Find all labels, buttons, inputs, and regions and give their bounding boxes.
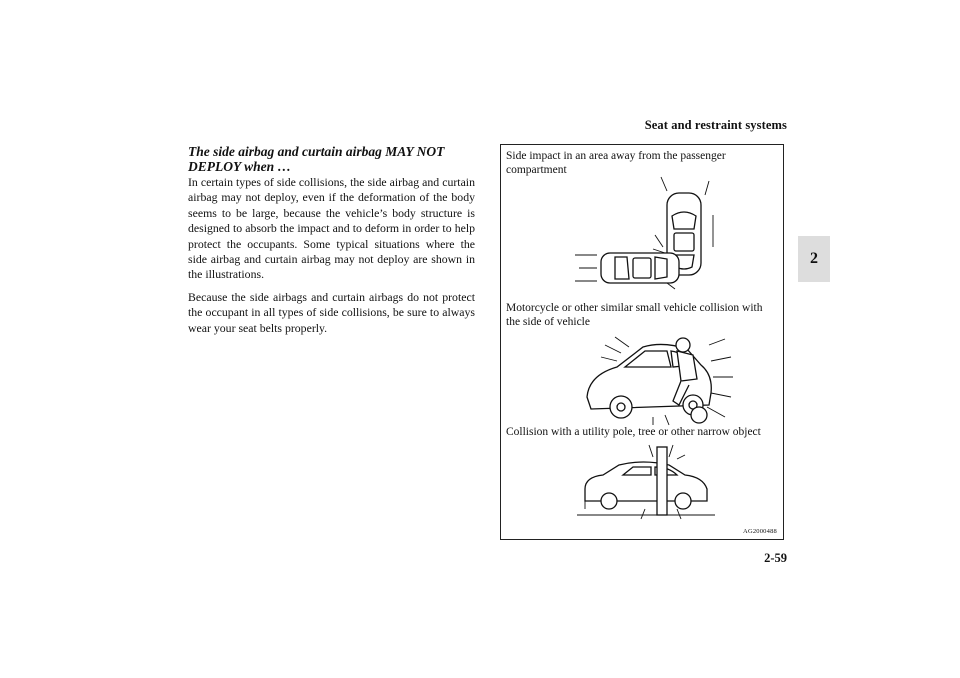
chapter-tab-number: 2 xyxy=(810,250,818,267)
caption-pole-collision: Collision with a utility pole, tree or other narrow object xyxy=(506,426,761,438)
page-number: 2-59 xyxy=(764,551,787,565)
side-impact-illustration xyxy=(571,171,731,291)
running-header: Seat and restraint systems xyxy=(644,118,787,132)
paragraph-1: In certain types of side collisions, the side airbag and curtain airbag may not deploy, even if the deformation of the body seems to be large, because the vehicle’s body structure is designed to absorb the impact and to deform in order to help protect the occupants. Some typical situations where the side airbag and curtain airbag may not deploy are shown in the illustrations. xyxy=(188,175,475,282)
illustration-box xyxy=(500,144,784,540)
motorcycle-collision-illustration xyxy=(581,335,741,427)
chapter-tab xyxy=(798,236,830,282)
illustration-code: AG2000488 xyxy=(743,528,777,535)
pole-collision-illustration xyxy=(573,443,723,523)
section-body xyxy=(188,144,475,343)
section-heading: The side airbag and curtain airbag MAY NOT DEPLOY when … xyxy=(188,144,445,174)
caption-side-impact: Side impact in an area away from the passenger compartment xyxy=(506,150,726,176)
caption-motorcycle-collision: Motorcycle or other similar small vehicle collision with the side of vehicle xyxy=(506,302,763,328)
paragraph-2: Because the side airbags and curtain airbags do not protect the occupant in all types of side collisions, be sure to always wear your seat belts properly. xyxy=(188,289,475,335)
